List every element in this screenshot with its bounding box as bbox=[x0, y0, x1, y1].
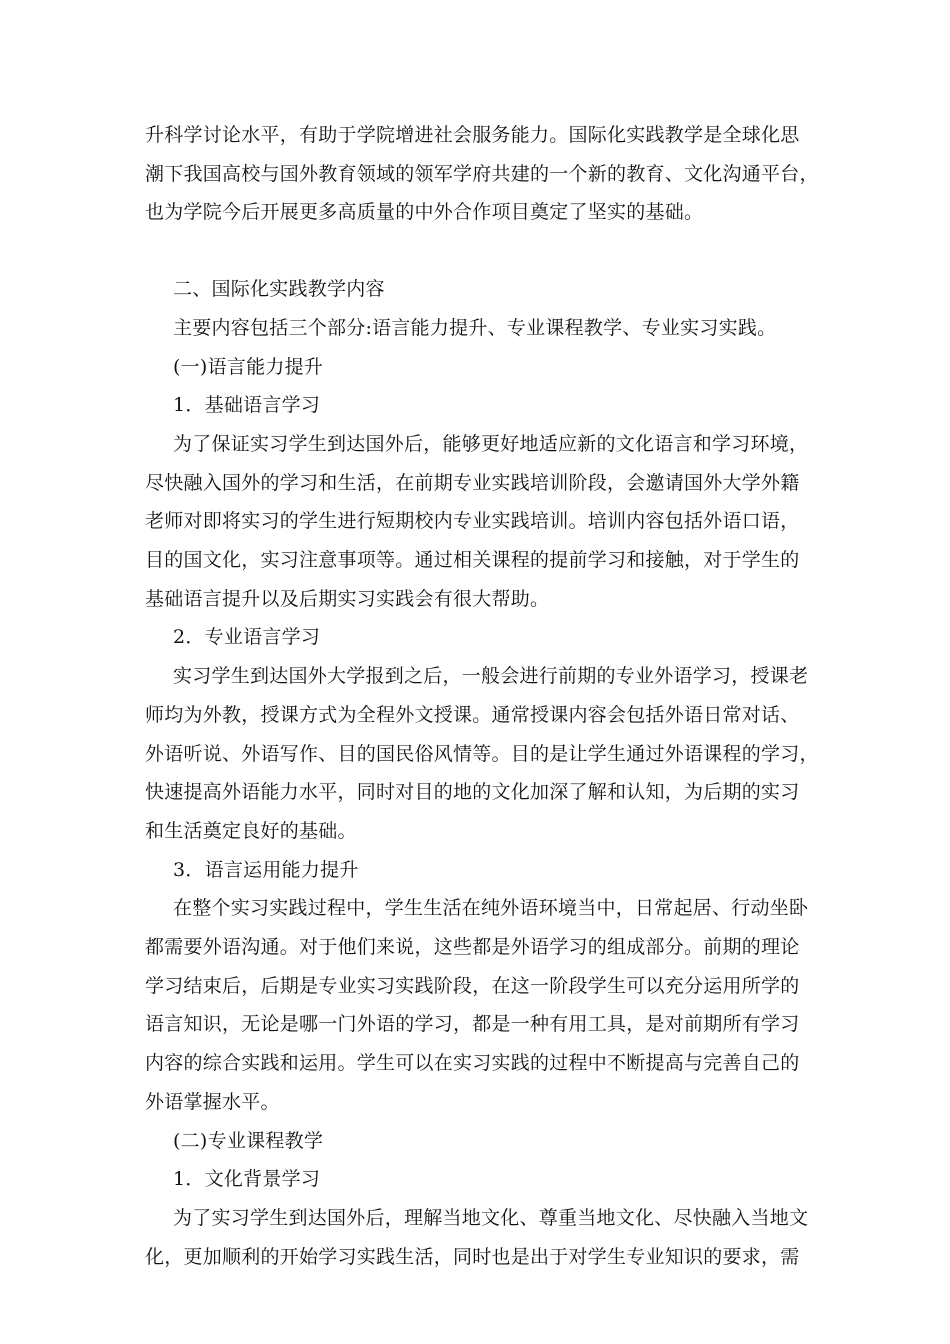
subsection-heading: (一)语言能力提升 bbox=[173, 355, 324, 378]
paragraph-line: 潮下我国高校与国外教育领域的领军学府共建的一个新的教育、文化沟通平台， bbox=[145, 162, 819, 185]
paragraph-line: 也为学院今后开展更多高质量的中外合作项目奠定了坚实的基础。 bbox=[145, 201, 704, 224]
paragraph-line: 语言知识，无论是哪一门外语的学习，都是一种有用工具，是对前期所有学习 bbox=[145, 1013, 800, 1036]
paragraph-line: 都需要外语沟通。对于他们来说，这些都是外语学习的组成部分。前期的理论 bbox=[145, 936, 800, 959]
paragraph-line: 老师对即将实习的学生进行短期校内专业实践培训。培训内容包括外语口语， bbox=[145, 510, 800, 533]
paragraph-line: 和生活奠定良好的基础。 bbox=[145, 819, 357, 842]
paragraph-line: 目的国文化，实习注意事项等。通过相关课程的提前学习和接触，对于学生的 bbox=[145, 549, 800, 572]
paragraph-line: 升科学讨论水平，有助于学院增进社会服务能力。国际化实践教学是全球化思 bbox=[145, 124, 800, 146]
paragraph-line: 化，更加顺利的开始学习实践生活，同时也是出于对学生专业知识的要求，需 bbox=[145, 1245, 800, 1268]
item-heading: 1．基础语言学习 bbox=[173, 394, 321, 417]
section-heading: 二、国际化实践教学内容 bbox=[173, 278, 385, 301]
paragraph-spacer bbox=[145, 232, 805, 270]
paragraph-line: 尽快融入国外的学习和生活，在前期专业实践培训阶段，会邀请国外大学外籍 bbox=[145, 471, 800, 494]
intro-paragraph bbox=[145, 116, 819, 232]
item-paragraph bbox=[145, 425, 809, 619]
paragraph-line: 学习结束后，后期是专业实习实践阶段，在这一阶段学生可以充分运用所学的 bbox=[145, 974, 800, 997]
paragraph-line: 在整个实习实践过程中，学生生活在纯外语环境当中，日常起居、行动坐卧 bbox=[173, 897, 809, 920]
paragraph-line: 为了保证实习学生到达国外后，能够更好地适应新的文化语言和学习环境， bbox=[173, 432, 809, 455]
item-heading: 1．文化背景学习 bbox=[173, 1168, 321, 1191]
section-intro: 主要内容包括三个部分:语言能力提升、专业课程教学、专业实习实践。 bbox=[173, 316, 777, 339]
subsection-heading: (二)专业课程教学 bbox=[173, 1129, 324, 1152]
paragraph-line: 基础语言提升以及后期实习实践会有很大帮助。 bbox=[145, 587, 550, 610]
paragraph-line: 为了实习学生到达国外后，理解当地文化、尊重当地文化、尽快融入当地文 bbox=[173, 1206, 809, 1229]
paragraph-line: 内容的综合实践和运用。学生可以在实习实践的过程中不断提高与完善自己的 bbox=[145, 1052, 800, 1075]
item-paragraph bbox=[145, 1199, 809, 1276]
paragraph-line: 外语掌握水平。 bbox=[145, 1090, 280, 1113]
paragraph-line: 实习学生到达国外大学报到之后，一般会进行前期的专业外语学习，授课老 bbox=[173, 665, 809, 688]
document-body bbox=[145, 116, 819, 1276]
paragraph-line: 外语听说、外语写作、目的国民俗风情等。目的是让学生通过外语课程的学习， bbox=[145, 742, 819, 765]
paragraph-line: 快速提高外语能力水平，同时对目的地的文化加深了解和认知，为后期的实习 bbox=[145, 781, 800, 804]
item-heading: 3．语言运用能力提升 bbox=[173, 858, 359, 881]
item-paragraph bbox=[145, 889, 809, 1121]
item-heading: 2．专业语言学习 bbox=[173, 626, 321, 649]
paragraph-line: 师均为外教，授课方式为全程外文授课。通常授课内容会包括外语日常对话、 bbox=[145, 703, 800, 726]
item-paragraph bbox=[145, 657, 819, 851]
